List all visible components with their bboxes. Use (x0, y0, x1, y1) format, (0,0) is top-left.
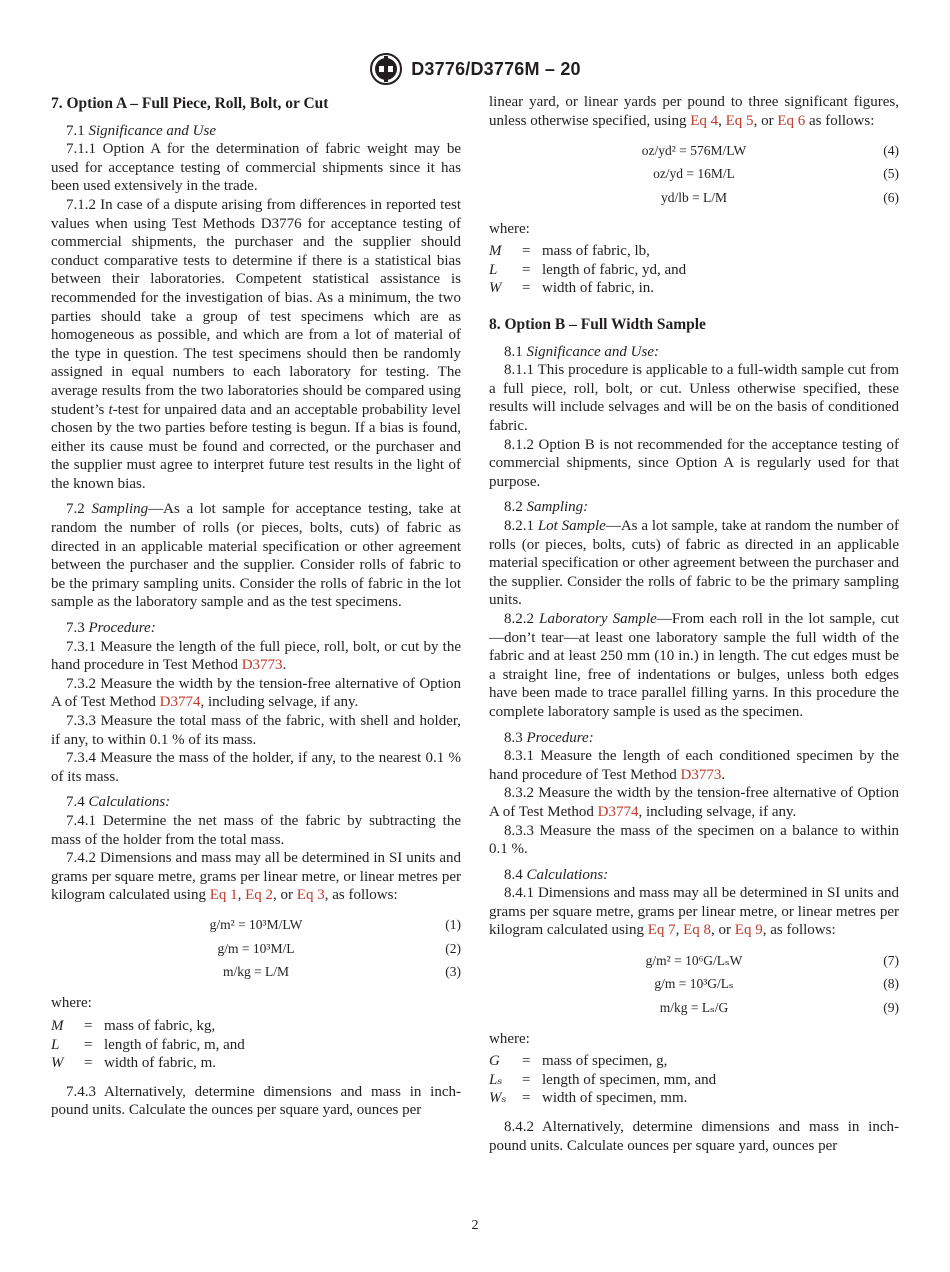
eq-1-link[interactable]: Eq 1 (209, 887, 238, 904)
equations-1-3 (51, 914, 461, 985)
section-8-title: 8. Option B – Full Width Sample (489, 316, 706, 334)
definition-item: L = length of fabric, m, and (51, 1036, 245, 1053)
definitions-list (489, 1052, 899, 1108)
astm-logo-icon (369, 52, 403, 86)
definitions-list (489, 242, 899, 298)
right-column (489, 93, 899, 1155)
ref-d3773-link[interactable]: D3773 (680, 766, 722, 783)
left-column (51, 93, 461, 1120)
equations-4-6 (489, 139, 899, 210)
section-7-title: 7. Option A – Full Piece, Roll, Bolt, or Cut (51, 95, 329, 112)
definition-item: G = mass of specimen, g, (489, 1053, 668, 1070)
equation-8: g/m = 10³G/Lₛ (8) (654, 976, 899, 992)
definition-item: Wₛ = width of specimen, mm. (489, 1090, 688, 1107)
eq-9-link[interactable]: Eq 9 (734, 922, 763, 939)
paragraph-7-2: 7.2 Sampling—As a lot sample for acceptance testing, take at random the number of rolls (or pieces, bolts, cuts) of fabric as directed in an applicable material specification or other agreement between the purchaser and the supplier. Consider rolls of fabric to be the primary sampling units. Consider the rolls of fabric in the lot sample as the laboratory sample and as the test specimens. (51, 501, 462, 611)
paragraph-7-3-2: 7.3.2 Measure the width by the tension-free alternative of Option A of Test Method D3774, including selvage, if any. (51, 675, 461, 711)
paragraph-8-4-1: 8.4.1 Dimensions and mass may all be determined in SI units and grams per square metre, grams per linear metre, or linear metres per kilogram calculated using Eq 7, Eq 8, or Eq 9, as follows: (489, 885, 899, 939)
paragraph-7-4-3-continued: linear yard, or linear yards per pound to three significant figures, unless otherwise specified, using Eq 4, Eq 5, or Eq 6 as follows: (489, 94, 899, 129)
paragraph-8-4-2: 8.4.2 Alternatively, determine dimensions and mass in inch-pound units. Calculate ounces per square yard, ounces per (489, 1118, 899, 1154)
paragraph-8-1-2: 8.1.2 Option B is not recommended for the acceptance testing of commercial shipments, since Option A is regularly used for that purpose. (489, 436, 899, 490)
section-7-4-heading: 7.4 Calculations: (66, 794, 171, 811)
eq-5-link[interactable]: Eq 5 (725, 112, 754, 129)
where-label: where: (489, 1030, 530, 1047)
where-label: where: (489, 220, 530, 237)
paragraph-8-3-2: 8.3.2 Measure the width by the tension-free alternative of Option A of Test Method D3774, including selvage, if any. (489, 785, 899, 820)
paragraph-8-2-2: 8.2.2 Laboratory Sample—From each roll in the lot sample, cut—don’t tear—at least one laboratory sample the full width of the fabric and at least 250 mm (10 in.) in length. The cut edges must be a straight line, free of indentations or bulges, unless both edges have been made to trace parallel filling yarns. In this procedure the complete laboratory sample is used as the specimen. (489, 610, 900, 720)
paragraph-7-4-1: 7.4.1 Determine the net mass of the fabric by subtracting the mass of the holder from the total mass. (51, 812, 461, 848)
definition-item: L = length of fabric, yd, and (489, 261, 687, 278)
section-7-1-heading: 7.1 Significance and Use (66, 122, 216, 139)
paragraph-8-3-1: 8.3.1 Measure the length of each conditioned specimen by the hand procedure of Test Method D3773. (489, 748, 899, 783)
equation-4: oz/yd² = 576M/LW (4) (641, 142, 899, 158)
ref-d3773-link[interactable]: D3773 (241, 657, 283, 674)
paragraph-8-2-1: 8.2.1 Lot Sample—As a lot sample, take at random the number of rolls (or pieces, bolts, cuts) of fabric as directed in an applicable material specification or other agreement between the purchaser and the supplier. Consider the rolls of fabric to be the primary sampling units. (489, 518, 900, 609)
section-8-3-heading: 8.3 Procedure: (504, 729, 594, 746)
eq-7-link[interactable]: Eq 7 (647, 922, 676, 939)
paragraph-7-4-3: 7.4.3 Alternatively, determine dimensions and mass in inch-pound units. Calculate the ounces per square yard, ounces per (51, 1083, 461, 1119)
equation-5: oz/yd = 16M/L (5) (653, 166, 899, 182)
equation-7: g/m² = 10⁶G/LₛW (7) (645, 952, 899, 968)
paragraph-7-3-4: 7.3.4 Measure the mass of the holder, if any, to the nearest 0.1 % of its mass. (51, 750, 461, 785)
definition-item: Lₛ = length of specimen, mm, and (489, 1071, 717, 1088)
definitions-list (51, 1017, 461, 1073)
ref-d3774-link[interactable]: D3774 (597, 803, 639, 820)
section-8-2-heading: 8.2 Sampling: (504, 499, 589, 516)
equation-2: g/m = 10³M/L (2) (217, 940, 461, 956)
paragraph-7-3-3: 7.3.3 Measure the total mass of the fabric, with shell and holder, if any, to within 0.1 % of its mass. (51, 713, 461, 748)
definition-item: M = mass of fabric, kg, (51, 1018, 216, 1035)
section-8-1-heading: 8.1 Significance and Use: (504, 343, 659, 360)
paragraph-7-4-2: 7.4.2 Dimensions and mass may all be determined in SI units and grams per square metre, grams per linear metre, or linear metres per kilogram calculated using Eq 1, Eq 2, or Eq 3, as follows: (51, 850, 461, 904)
where-label: where: (51, 995, 92, 1012)
equation-9: m/kg = Lₛ/G (9) (659, 999, 899, 1015)
document-id: D3776/D3776M – 20 (411, 58, 581, 79)
equation-1: g/m² = 10³M/LW (1) (209, 917, 461, 933)
equation-6: yd/lb = L/M (6) (660, 189, 899, 205)
eq-4-link[interactable]: Eq 4 (690, 112, 719, 129)
section-8-4-heading: 8.4 Calculations: (504, 866, 609, 883)
ref-d3774-link[interactable]: D3774 (159, 694, 201, 711)
paragraph-7-1-1: 7.1.1 Option A for the determination of fabric weight may be used for acceptance testing of commercial shipments since it has been used extensively in the trade. (51, 141, 461, 195)
page-number: 2 (471, 1218, 479, 1233)
eq-2-link[interactable]: Eq 2 (245, 887, 274, 904)
page-header (0, 52, 950, 86)
definition-item: W = width of fabric, in. (489, 280, 655, 297)
paragraph-8-3-3: 8.3.3 Measure the mass of the specimen on a balance to within 0.1 %. (489, 822, 899, 858)
eq-6-link[interactable]: Eq 6 (777, 112, 806, 129)
equations-7-9 (489, 949, 899, 1020)
section-7-3-heading: 7.3 Procedure: (66, 620, 156, 637)
paragraph-8-1-1: 8.1.1 This procedure is applicable to a full-width sample cut from a full piece, roll, bolt, or cut. Unless otherwise specified, these results will include selvages and will be on the basis of conditioned fabric. (489, 362, 899, 435)
equation-3: m/kg = L/M (3) (222, 964, 461, 980)
paragraph-7-1-2: 7.1.2 In case of a dispute arising from differences in reported test values when using Test Methods D3776 for acceptance testing of commercial shipments, the purchaser and the supplier should conduct comparative tests to determine if there is a statistical bias between their laboratories. Competent statistical assistance is recommended for the investigation of bias. As a minimum, the two parties should take a group of test specimens which are as homogeneous as possible, and which are from a lot of material of the type in question. The test specimens should then be randomly assigned in equal numbers to each laboratory for testing. The average results from the two laboratories should be compared using student’s t-test for unpaired data and an acceptable probability level chosen by the two parties before testing is begun. If a bias is found, either its cause must be found and corrected, or the purchaser and the supplier must agree to interpret future test results in the light of the known bias. (51, 196, 461, 492)
definition-item: W = width of fabric, m. (51, 1055, 217, 1072)
eq-3-link[interactable]: Eq 3 (296, 887, 325, 904)
definition-item: M = mass of fabric, lb, (489, 243, 650, 260)
eq-8-link[interactable]: Eq 8 (683, 922, 712, 939)
paragraph-7-3-1: 7.3.1 Measure the length of the full piece, roll, bolt, or cut by the hand procedure in Test Method D3773. (51, 638, 461, 674)
